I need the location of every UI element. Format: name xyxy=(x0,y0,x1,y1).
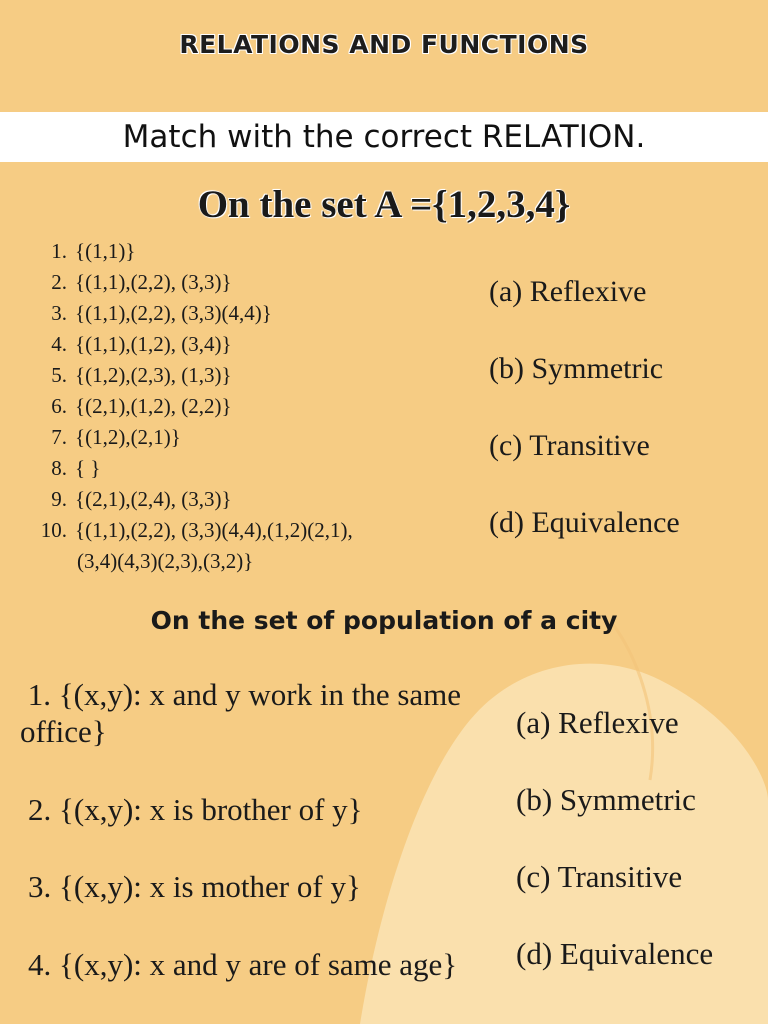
page-title: RELATIONS AND FUNCTIONS xyxy=(179,30,589,59)
option-reflexive: (a) Reflexive xyxy=(489,275,647,308)
list-item: 7. {(1,2),(2,1)} xyxy=(51,425,181,449)
list-item-continuation: (3,4)(4,3)(2,3),(3,2)} xyxy=(77,549,254,573)
option-transitive: (c) Transitive xyxy=(489,429,650,462)
list-item: 2. {(x,y): x is brother of y} xyxy=(28,792,363,827)
option-transitive: (c) Transitive xyxy=(516,859,683,894)
list-item: 5. {(1,2),(2,3), (1,3)} xyxy=(51,363,232,387)
set-a-heading: On the set A ={1,2,3,4} xyxy=(197,183,571,226)
list-item: 8. { } xyxy=(51,456,101,480)
list-item: 1. {(x,y): x and y work in the same office} xyxy=(20,677,462,749)
list-item: 3. {(x,y): x is mother of y} xyxy=(28,869,361,904)
list-item: 1. {(1,1)} xyxy=(51,239,136,263)
option-equivalence: (d) Equivalence xyxy=(489,506,680,539)
options-population xyxy=(516,704,713,1012)
instruction-banner xyxy=(0,112,768,162)
list-item: 4. {(x,y): x and y are of same age} xyxy=(28,947,458,982)
population-heading: On the set of population of a city xyxy=(150,606,618,635)
list-item: 2. {(1,1),(2,2), (3,3)} xyxy=(51,270,232,294)
list-item: 9. {(2,1),(2,4), (3,3)} xyxy=(51,487,232,511)
options-set-a xyxy=(489,272,680,580)
option-symmetric: (b) Symmetric xyxy=(516,782,696,817)
option-symmetric: (b) Symmetric xyxy=(489,352,664,385)
option-reflexive: (a) Reflexive xyxy=(516,705,679,740)
list-item: 10. {(1,1),(2,2), (3,3)(4,4),(1,2)(2,1), xyxy=(40,518,353,542)
list-item: 3. {(1,1),(2,2), (3,3)(4,4)} xyxy=(51,301,272,325)
option-equivalence: (d) Equivalence xyxy=(516,936,714,971)
list-item: 6. {(2,1),(1,2), (2,2)} xyxy=(51,394,232,418)
relations-list-set-a xyxy=(22,236,462,577)
instruction-text: Match with the correct RELATION. xyxy=(122,119,646,155)
list-item: 4. {(1,1),(1,2), (3,4)} xyxy=(51,332,232,356)
